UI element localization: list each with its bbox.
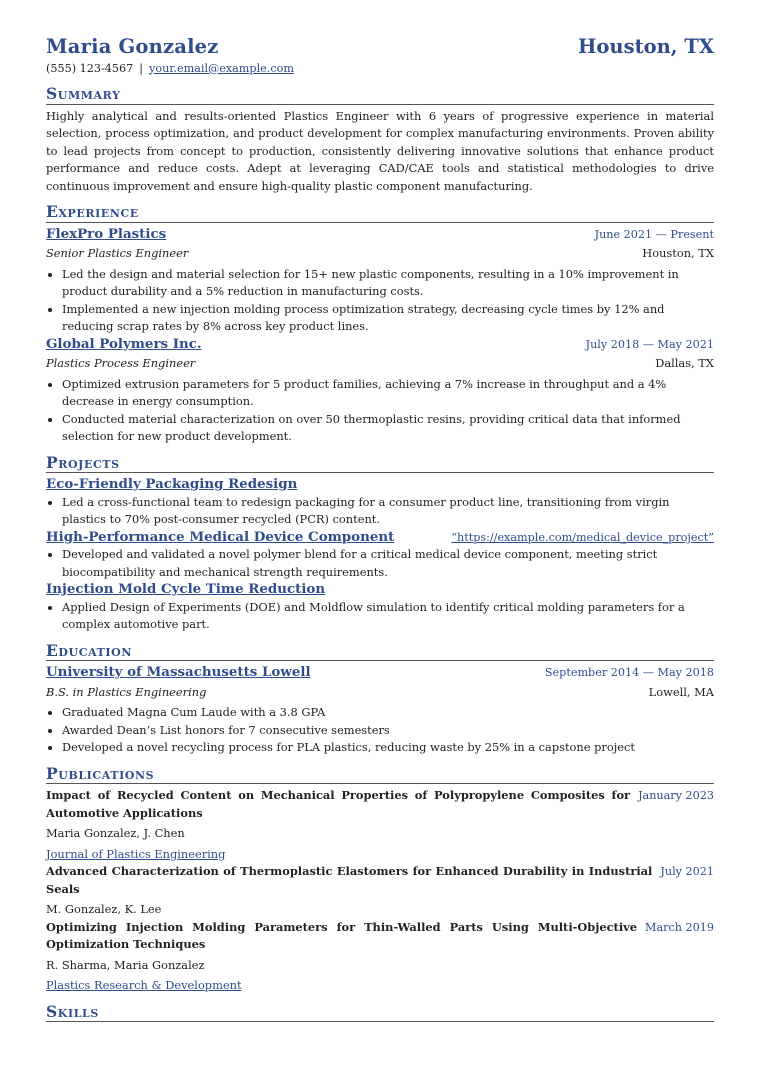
list-item: • Developed a novel recycling process for PLA plastics, reducing waste by 25% in a capstone project bbox=[62, 739, 714, 757]
publication-journal-link[interactable]: Plastics Research & Development bbox=[46, 978, 242, 992]
list-item: • Led the design and material selection for 15+ new plastic components, resulting in a 10% improvement in product durability and a 5% reduction in manufacturing costs. bbox=[62, 266, 714, 301]
section-title-education: Education bbox=[46, 642, 714, 662]
summary-text: Highly analytical and results-oriented Plastics Engineer with 6 years of progressive experience in material selection, process optimization, and product development for complex manufacturing environments. Proven ability to lead projects from concept to production, consistently delivering innovative solutions that enhance product performance and reduce costs. Adept at leveraging CAD/CAE tools and statistical methodologies to drive continuous improvement and ensure high-quality plastic component manufacturing. bbox=[46, 108, 714, 193]
list-item: • Applied Design of Experiments (DOE) and Moldflow simulation to identify critical molding parameters for a complex automotive part. bbox=[62, 599, 714, 634]
experience-entry bbox=[46, 226, 714, 336]
publication-title: Impact of Recycled Content on Mechanical Properties of Polypropylene Composites for Automotive Applications bbox=[46, 788, 631, 820]
publication-authors: Maria Gonzalez, J. Chen bbox=[46, 826, 185, 840]
section-title-experience: Experience bbox=[46, 203, 714, 223]
school-location: Lowell, MA bbox=[648, 684, 714, 699]
candidate-location: Houston, TX bbox=[578, 35, 714, 58]
publication-title: Advanced Characterization of Thermoplastic Elastomers for Enhanced Durability in Industrial Seals bbox=[46, 864, 653, 896]
education-entry bbox=[46, 664, 714, 757]
publication-title: Optimizing Injection Molding Parameters for Thin-Walled Parts Using Multi-Objective Optimization Techniques bbox=[46, 919, 638, 951]
publication-entry bbox=[46, 787, 714, 863]
publication-entry bbox=[46, 919, 714, 995]
project-entry bbox=[46, 529, 714, 582]
resume-header bbox=[46, 35, 714, 58]
list-item: • Developed and validated a novel polymer blend for a critical medical device component, meeting strict biocompatibility and mechanical strength requirements. bbox=[62, 546, 714, 581]
publication-entry bbox=[46, 863, 714, 919]
job-role: Plastics Process Engineer bbox=[46, 356, 196, 370]
experience-entry bbox=[46, 336, 714, 446]
employment-dates: July 2018 — May 2021 bbox=[585, 337, 714, 351]
project-link[interactable]: “https://example.com/medical_device_project” bbox=[451, 530, 714, 544]
publication-date: March 2019 bbox=[645, 920, 714, 934]
list-item: • Led a cross-functional team to redesign packaging for a consumer product line, transitioning from virgin plastics to 70% post-consumer recycled (PCR) content. bbox=[62, 494, 714, 529]
company-name[interactable]: Global Polymers Inc. bbox=[46, 335, 202, 352]
list-item: • Graduated Magna Cum Laude with a 3.8 GPA bbox=[62, 704, 714, 722]
section-title-projects: Projects bbox=[46, 454, 714, 474]
list-item: • Conducted material characterization on over 50 thermoplastic resins, providing critical data that informed selection for new product development. bbox=[62, 411, 714, 446]
employment-dates: June 2021 — Present bbox=[594, 227, 714, 241]
publication-date: January 2023 bbox=[638, 789, 714, 802]
degree-name: B.S. in Plastics Engineering bbox=[46, 684, 207, 699]
list-item: • Awarded Dean’s List honors for 7 consecutive semesters bbox=[62, 722, 714, 740]
publication-authors: R. Sharma, Maria Gonzalez bbox=[46, 957, 205, 972]
school-name[interactable]: University of Massachusetts Lowell bbox=[46, 664, 311, 680]
company-name[interactable]: FlexPro Plastics bbox=[46, 225, 167, 242]
bullet-list bbox=[46, 266, 714, 336]
project-name[interactable]: High-Performance Medical Device Component bbox=[46, 528, 395, 545]
education-dates: September 2014 — May 2018 bbox=[544, 666, 714, 679]
bullet-list bbox=[46, 494, 714, 529]
bullet-list bbox=[46, 546, 714, 581]
bullet-list bbox=[46, 704, 714, 757]
publication-date: July 2021 bbox=[660, 865, 714, 878]
project-name[interactable]: Injection Mold Cycle Time Reduction bbox=[46, 581, 326, 597]
list-item: • Implemented a new injection molding process optimization strategy, decreasing cycle times by 12% and reducing scrap rates by 8% across key product lines. bbox=[62, 301, 714, 336]
bullet-list bbox=[46, 599, 714, 634]
job-location: Dallas, TX bbox=[655, 356, 714, 370]
phone-number: (555) 123-4567 bbox=[46, 61, 134, 75]
publication-authors: M. Gonzalez, K. Lee bbox=[46, 902, 162, 916]
publication-journal-link[interactable]: Journal of Plastics Engineering bbox=[46, 846, 226, 861]
candidate-name: Maria Gonzalez bbox=[46, 35, 219, 58]
job-location: Houston, TX bbox=[642, 246, 714, 260]
contact-separator: | bbox=[139, 61, 144, 75]
bullet-list bbox=[46, 376, 714, 446]
list-item: • Optimized extrusion parameters for 5 product families, achieving a 7% increase in throughput and a 4% decrease in energy consumption. bbox=[62, 376, 714, 411]
contact-line bbox=[46, 60, 714, 78]
job-role: Senior Plastics Engineer bbox=[46, 246, 189, 260]
section-title-publications: Publications bbox=[46, 765, 714, 785]
section-title-skills: Skills bbox=[46, 1003, 714, 1023]
email-link[interactable]: your.email@example.com bbox=[149, 61, 294, 75]
project-entry bbox=[46, 581, 714, 634]
project-name[interactable]: Eco-Friendly Packaging Redesign bbox=[46, 476, 298, 492]
section-title-summary: Summary bbox=[46, 85, 714, 105]
project-entry bbox=[46, 476, 714, 529]
